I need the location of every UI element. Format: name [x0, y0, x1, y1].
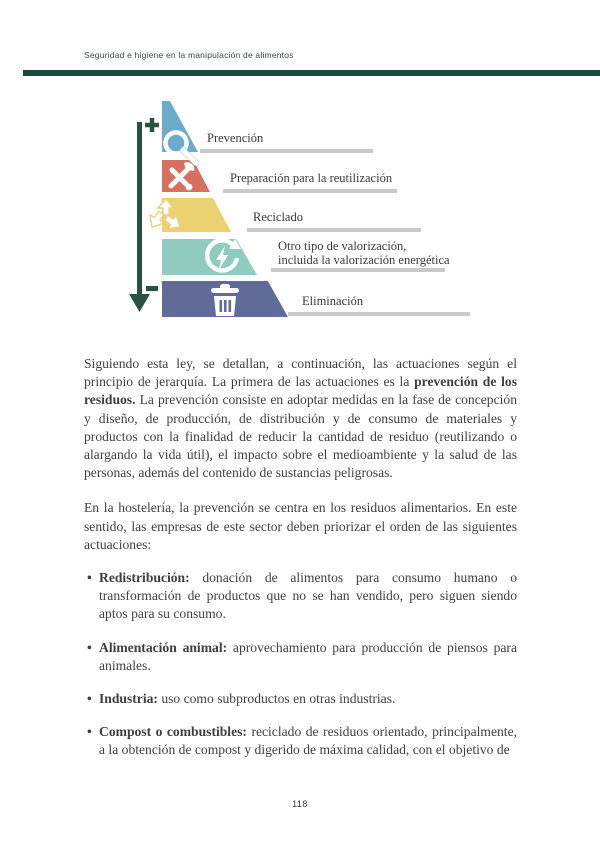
- page-header-title: Seguridad e higiene en la manipulación de alimentos: [84, 50, 294, 60]
- priority-arrow-shaft: [137, 122, 142, 297]
- paragraph-hosteleria: En la hostelería, la prevención se centra en los residuos alimentarios. En este sentido, las empresas de este sector deben priorizar el orden de las siguientes actuaciones:: [84, 500, 517, 552]
- arrow-down-icon: [129, 294, 150, 312]
- recycle-icon: [146, 197, 186, 235]
- page-number: 118: [292, 799, 308, 809]
- bullet-item: • Redistribución: donación de alimentos para consumo humano o transformación de productos que no se han vendido, pero siguen siendo aptos para su consumo.: [84, 569, 517, 624]
- bullet-term: Alimentación animal:: [99, 639, 228, 655]
- label-underline: [247, 228, 421, 232]
- bullet-item: • Industria: uso como subproductos en otras industrias.: [84, 690, 517, 708]
- label-underline: [271, 268, 445, 272]
- body-text: [84, 355, 517, 760]
- level-label-prevencion: Prevención: [207, 131, 264, 145]
- energy-recovery-icon: [199, 236, 245, 280]
- minus-icon: [146, 286, 158, 291]
- header-rule: [23, 70, 600, 76]
- bullet-item: • Compost o combustibles: reciclado de residuos orientado, principalmente, a la obtención de compost y digerido de máxima calidad, con el objetivo de: [84, 723, 517, 759]
- bullet-term: Redistribución:: [99, 570, 190, 586]
- bullet-term: Compost o combustibles:: [99, 724, 247, 740]
- level-label-reciclado: Reciclado: [253, 210, 303, 224]
- level-label-valorizacion: Otro tipo de valorización, incluida la valorización energética: [278, 239, 450, 267]
- label-underline: [200, 149, 373, 153]
- tools-icon: [164, 161, 196, 193]
- label-underline: [288, 312, 470, 316]
- trash-icon: [203, 284, 247, 318]
- level-label-eliminacion: Eliminación: [302, 294, 364, 308]
- bullet-term: Industria:: [99, 691, 158, 707]
- level-label-reutilizacion: Preparación para la reutilización: [230, 171, 393, 185]
- plus-icon: [144, 117, 160, 133]
- label-underline: [223, 189, 397, 193]
- paragraph-prevencion: Siguiendo esta ley, se detallan, a continuación, las actuaciones según el principio de jerarquía. La primera de las actuaciones es la prevención de los residuos. La prevención consiste en adoptar medidas en la fase de concepción y diseño, de producción, de distribución y de consumo de materiales y productos con la finalidad de reducir la cantidad de residuo (reutilizando o alargando la vida útil), el impacto sobre el medioambiente y la salud de las personas, además del contenido de sustancias peligrosas.: [84, 356, 517, 481]
- bullet-list: [84, 569, 517, 760]
- bullet-item: • Alimentación animal: aprovechamiento para producción de piensos para animales.: [84, 639, 517, 675]
